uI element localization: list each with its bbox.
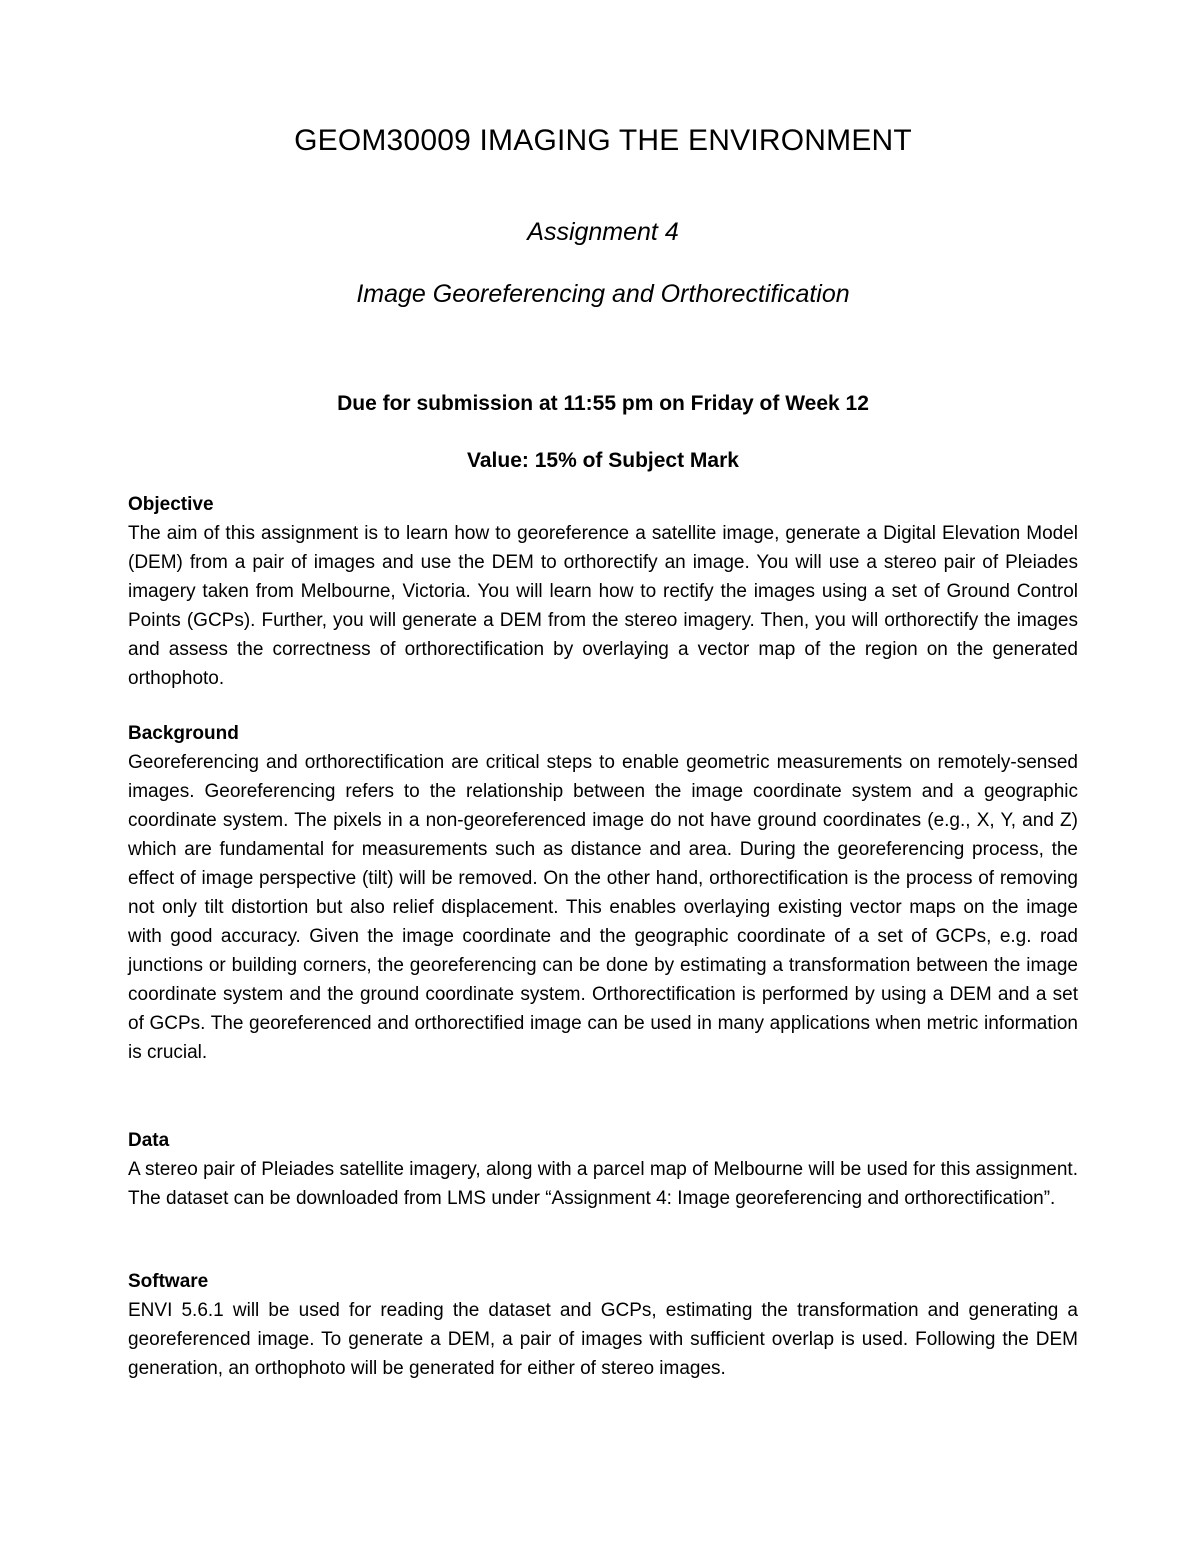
- section-body-data: A stereo pair of Pleiades satellite imagery, along with a parcel map of Melbourne will be used for this assignment. The dataset can be downloaded from LMS under “Assignment 4: Image georeferencing and orthorectification”.: [128, 1159, 1078, 1209]
- course-title: GEOM30009 IMAGING THE ENVIRONMENT: [294, 124, 912, 157]
- section-data: [128, 1126, 1078, 1213]
- section-heading-objective: Objective: [128, 494, 214, 515]
- assignment-title: Image Georeferencing and Orthorectification: [356, 280, 850, 308]
- section-software: [128, 1267, 1078, 1383]
- section-heading-software: Software: [128, 1271, 209, 1292]
- due-date: Due for submission at 11:55 pm on Friday of Week 12: [337, 392, 869, 415]
- assignment-number: Assignment 4: [527, 218, 679, 246]
- section-body-software: ENVI 5.6.1 will be used for reading the dataset and GCPs, estimating the transformation and generating a georeferenced image. To generate a DEM, a pair of images with sufficient overlap is used. Following the DEM generation, an orthophoto will be generated for either of stereo images.: [128, 1300, 1078, 1379]
- section-body-background: Georeferencing and orthorectification are critical steps to enable geometric measurements on remotely-sensed images. Georeferencing refers to the relationship between the image coordinate system and a geographic coordinate system. The pixels in a non-georeferenced image do not have ground coordinates (e.g., X, Y, and Z) which are fundamental for measurements such as distance and area. During the georeferencing process, the effect of image perspective (tilt) will be removed. On the other hand, orthorectification is the process of removing not only tilt distortion but also relief displacement. This enables overlaying existing vector maps on the image with good accuracy. Given the image coordinate and the geographic coordinate of a set of GCPs, e.g. road junctions or building corners, the georeferencing can be done by estimating a transformation between the image coordinate system and the ground coordinate system. Orthorectification is performed by using a DEM and a set of GCPs. The georeferenced and orthorectified image can be used in many applications when metric information is crucial.: [128, 752, 1078, 1063]
- section-body-objective: The aim of this assignment is to learn how to georeference a satellite image, generate a Digital Elevation Model (DEM) from a pair of images and use the DEM to orthorectify an image. You will use a stereo pair of Pleiades imagery taken from Melbourne, Victoria. You will learn how to rectify the images using a set of Ground Control Points (GCPs). Further, you will generate a DEM from the stereo imagery. Then, you will orthorectify the images and assess the correctness of orthorectification by overlaying a vector map of the region on the generated orthophoto.: [128, 523, 1078, 689]
- section-heading-data: Data: [128, 1130, 170, 1151]
- assignment-value: Value: 15% of Subject Mark: [467, 449, 739, 472]
- section-background: [128, 719, 1078, 1067]
- section-objective: [128, 490, 1078, 693]
- section-heading-background: Background: [128, 723, 239, 744]
